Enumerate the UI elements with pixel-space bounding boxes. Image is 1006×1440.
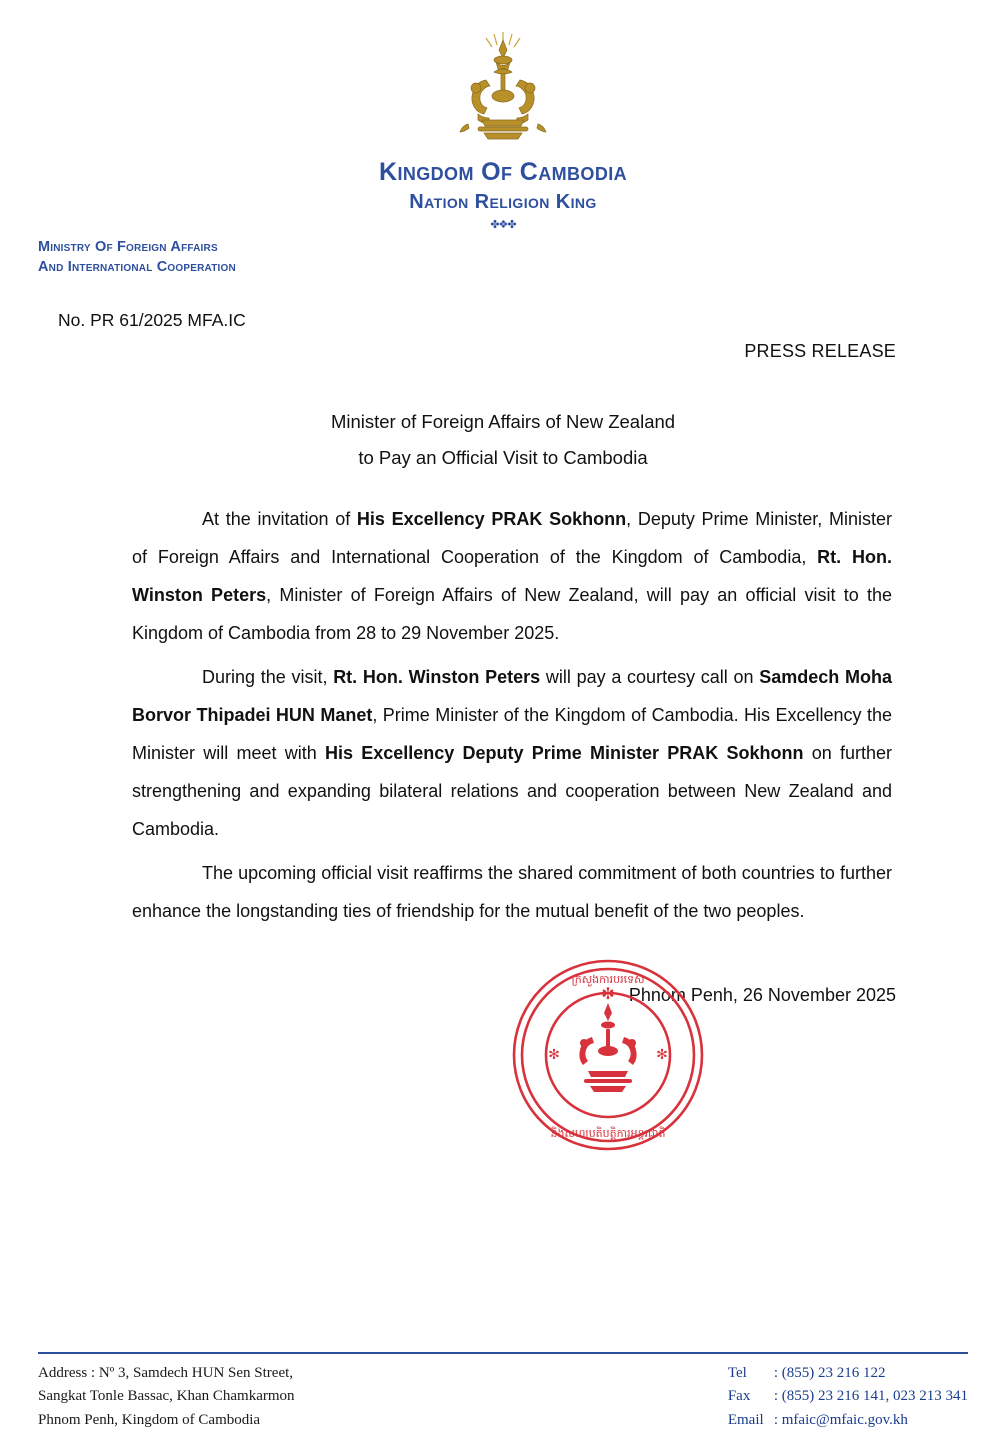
ministry-line-2: And International Cooperation bbox=[38, 258, 236, 275]
footer-tel-row bbox=[728, 1362, 968, 1385]
footer bbox=[38, 1362, 968, 1432]
footer-fax-row bbox=[728, 1385, 968, 1408]
svg-text:និងសហប្រតិបត្តិការអន្តរជាតិ: និងសហប្រតិបត្តិការអន្តរជាតិ bbox=[550, 1127, 666, 1140]
royal-arms-of-cambodia-icon bbox=[438, 28, 568, 146]
ministry-line-1: Ministry Of Foreign Affairs bbox=[38, 239, 218, 255]
place-and-date: Phnom Penh, 26 November 2025 bbox=[628, 985, 896, 1005]
reference-number: No. PR 61/2025 MFA.IC bbox=[58, 310, 246, 330]
emphasis-text: Rt. Hon. Winston Peters bbox=[132, 547, 892, 605]
body-text-run: , Minister of Foreign Affairs of New Zealand, will pay an official visit to the Kingdom of Cambodia from 28 to 29 November 2025. bbox=[132, 585, 892, 643]
title-line-1: Minister of Foreign Affairs of New Zealand bbox=[330, 411, 676, 432]
svg-text:✻: ✻ bbox=[656, 1046, 668, 1062]
emphasis-text: His Excellency PRAK Sokhonn bbox=[356, 509, 627, 529]
emphasis-text: His Excellency Deputy Prime Minister PRAK Sokhonn bbox=[324, 743, 804, 763]
svg-text:✻: ✻ bbox=[601, 986, 615, 1003]
tel-label: Tel bbox=[727, 1365, 747, 1381]
body-text-run: will pay a courtesy call on bbox=[540, 667, 760, 687]
motto-title: Nation Religion King bbox=[409, 191, 597, 213]
email-value: : mfaic@mfaic.gov.kh bbox=[773, 1411, 908, 1428]
body-text-run: , Deputy Prime Minister, Minister of Foreign Affairs and International Cooperation of the Kingdom of Cambodia, bbox=[132, 509, 892, 567]
body-text-run: , Prime Minister of the Kingdom of Cambodia. His Excellency the Minister will meet with bbox=[132, 705, 892, 763]
fax-value: : (855) 23 216 141, 023 213 341 bbox=[773, 1388, 968, 1405]
kingdom-title: Kingdom Of Cambodia bbox=[378, 158, 628, 186]
page-title bbox=[0, 404, 1006, 476]
fax-label: Fax bbox=[727, 1388, 751, 1405]
body-paragraph bbox=[132, 854, 892, 930]
emblem-container bbox=[0, 28, 1006, 146]
address-line-2: Sangkat Tonle Bassac, Khan Chamkarmon bbox=[38, 1388, 295, 1405]
footer-email-row bbox=[728, 1409, 968, 1432]
footer-address bbox=[38, 1362, 295, 1432]
ministry-block bbox=[38, 238, 236, 277]
document-type-label: PRESS RELEASE bbox=[744, 341, 896, 361]
tel-value: : (855) 23 216 122 bbox=[773, 1365, 886, 1381]
document-header bbox=[0, 158, 1006, 231]
body-paragraph bbox=[132, 500, 892, 652]
footer-divider bbox=[38, 1352, 968, 1354]
emphasis-text: Rt. Hon. Winston Peters bbox=[333, 667, 541, 687]
address-line-3: Phnom Penh, Kingdom of Cambodia bbox=[38, 1411, 261, 1428]
body-text-run: During the visit, bbox=[202, 667, 334, 687]
title-line-2: to Pay an Official Visit to Cambodia bbox=[358, 447, 648, 469]
svg-text:ក្រសួងការបរទេស: ក្រសួងការបរទេស bbox=[571, 973, 645, 986]
body-text-run: At the invitation of bbox=[202, 509, 357, 529]
divider-ornament-icon: ✤❖✤ bbox=[490, 219, 516, 231]
document-body bbox=[132, 500, 892, 936]
email-label: Email bbox=[727, 1411, 764, 1428]
svg-text:✻: ✻ bbox=[548, 1046, 560, 1062]
body-text-run: on further strengthening and expanding bilateral relations and cooperation between New Zealand and Cambodia. bbox=[132, 743, 892, 839]
emphasis-text: Samdech Moha Borvor Thipadei HUN Manet bbox=[132, 667, 892, 725]
footer-contact bbox=[728, 1362, 968, 1432]
address-line-1: Address : Nº 3, Samdech HUN Sen Street, bbox=[38, 1365, 294, 1381]
body-paragraph bbox=[132, 658, 892, 848]
body-text-run: The upcoming official visit reaffirms the shared commitment of both countries to further enhance the longstanding ties of friendship for the mutual benefit of the two peoples. bbox=[132, 863, 892, 921]
